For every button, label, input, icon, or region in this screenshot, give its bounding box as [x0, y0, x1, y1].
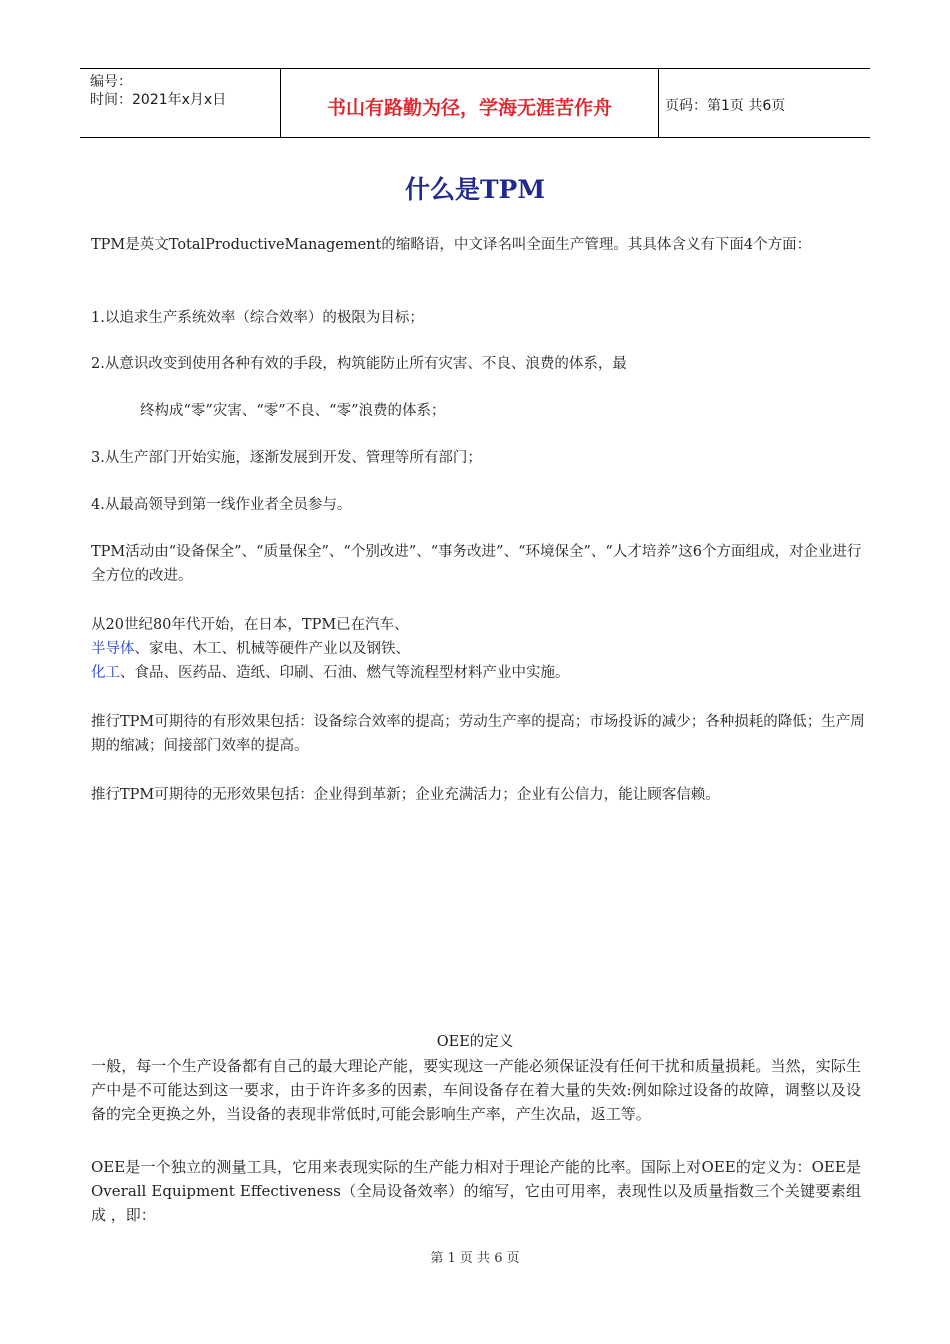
page-info: 页码：第1页 共6页 [665, 98, 786, 114]
header-table [80, 68, 870, 138]
header-meta-cell [80, 69, 281, 137]
motto-text: 书山有路勤为径，学海无涯苦作舟 [326, 97, 612, 119]
semiconductor-link[interactable]: 半导体 [91, 641, 135, 657]
point-1: 1.以追求生产系统效率（综合效率）的极限为目标； [91, 310, 424, 326]
history-line-3-text: 、食品、医药品、造纸、印刷、石油、燃气等流程型材料产业中实施。 [120, 665, 570, 681]
page-footer: 第 1 页 共 6 页 [430, 1251, 520, 1266]
header-page-cell [659, 69, 870, 137]
history-line-2-text: 、家电、木工、机械等硬件产业以及钢铁、 [134, 641, 410, 657]
oee-paragraph-2: OEE是一个独立的测量工具，它用来表现实际的生产能力相对于理论产能的比率。国际上对OEE的定义为：OEE是Overall Equipment Effectiveness（全局设备效率）的缩写，它由可用率，表现性以及质量指数三个关键要素组成 ，即： [91, 1158, 861, 1224]
history-line-1: 从20世纪80年代开始，在日本，TPM已在汽车、 [91, 617, 409, 633]
activities-paragraph: TPM活动由“设备保全”、“质量保全”、“个别改进”、“事务改进”、“环境保全”、“人才培养”这6个方面组成，对企业进行全方位的改进。 [91, 544, 862, 584]
intro-paragraph: TPM是英文TotalProductiveManagement的缩略语，中文译名叫全面生产管理。其具体含义有下面4个方面： [91, 237, 812, 253]
header-motto-cell [281, 69, 659, 137]
chemical-link[interactable]: 化工 [91, 665, 120, 681]
date-label: 时间：2021年x月x日 [90, 92, 227, 108]
page-title: 什么是TPM [404, 175, 546, 204]
history-line-3 [91, 661, 866, 685]
oee-section-title: OEE的定义 [436, 1034, 514, 1050]
point-2-continued: 终构成“零”灾害、“零”不良、“零”浪费的体系； [140, 403, 446, 419]
point-4: 4.从最高领导到第一线作业者全员参与。 [91, 497, 352, 513]
intangible-effects-paragraph: 推行TPM可期待的无形效果包括：企业得到革新；企业充满活力；企业有公信力，能让顾客信赖。 [91, 787, 720, 803]
point-3: 3.从生产部门开始实施，逐渐发展到开发、管理等所有部门； [91, 450, 482, 466]
oee-paragraph-1: 一般，每一个生产设备都有自己的最大理论产能，要实现这一产能必须保证没有任何干扰和质量损耗。当然，实际生产中是不可能达到这一要求，由于许许多多的因素，车间设备存在着大量的失效:例如除过设备的故障，调整以及设备的完全更换之外，当设备的表现非常低时,可能会影响生产率，产生次品，返工等。 [91, 1057, 861, 1123]
point-2: 2.从意识改变到使用各种有效的手段，构筑能防止所有灾害、不良、浪费的体系，最 [91, 356, 627, 372]
tangible-effects-paragraph: 推行TPM可期待的有形效果包括：设备综合效率的提高；劳动生产率的提高；市场投诉的减少；各种损耗的降低；生产周期的缩减；间接部门效率的提高。 [91, 714, 865, 754]
history-line-2 [91, 637, 866, 661]
number-label: 编号： [90, 74, 132, 90]
